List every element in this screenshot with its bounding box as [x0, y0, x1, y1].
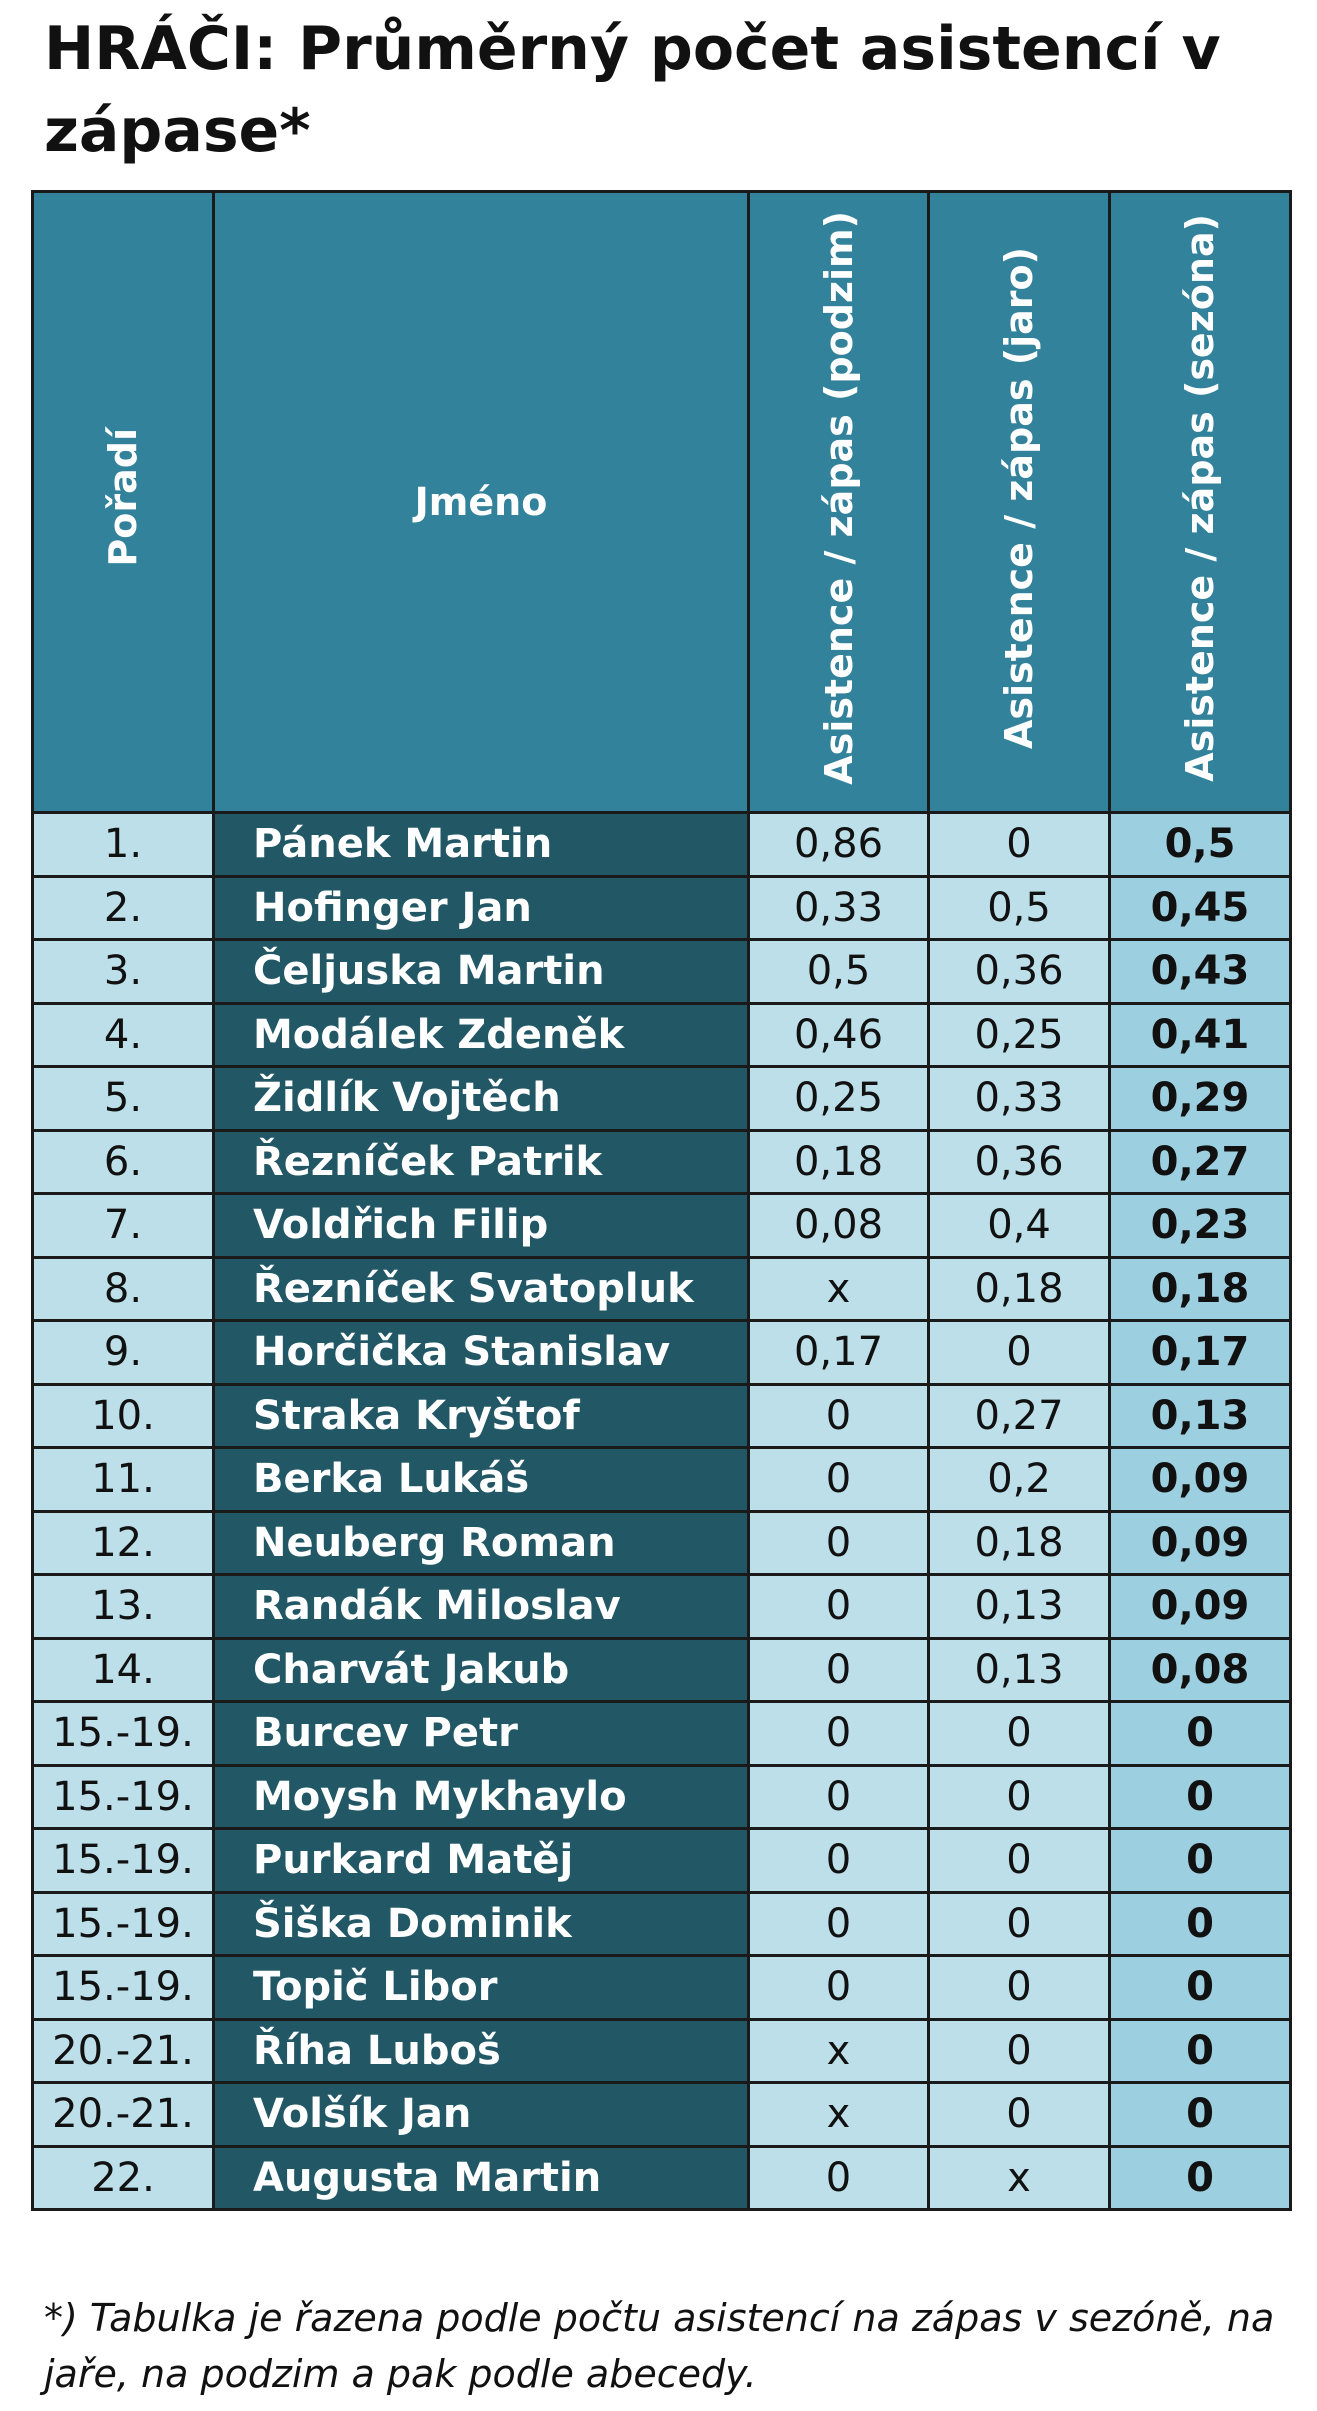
autumn-value-cell: 0 [749, 1511, 929, 1575]
table-row [33, 1702, 1291, 1766]
player-name-cell: Augusta Martin [214, 2146, 749, 2210]
column-header-spring [929, 192, 1110, 813]
season-value-cell: 0 [1110, 1829, 1291, 1893]
spring-value-cell: 0,25 [929, 1003, 1110, 1067]
rank-cell: 20.-21. [33, 2019, 214, 2083]
rank-cell: 9. [33, 1321, 214, 1385]
autumn-value-cell: 0 [749, 1448, 929, 1512]
table-row [33, 2146, 1291, 2210]
autumn-value-cell: x [749, 2019, 929, 2083]
player-name-cell: Modálek Zdeněk [214, 1003, 749, 1067]
autumn-value-cell: 0 [749, 1702, 929, 1766]
page-title: HRÁČI: Průměrný počet asistencí v zápase* [44, 14, 1221, 166]
season-value-cell: 0,13 [1110, 1384, 1291, 1448]
table-row [33, 1765, 1291, 1829]
rank-cell: 20.-21. [33, 2083, 214, 2147]
season-value-cell: 0,09 [1110, 1448, 1291, 1512]
column-header-autumn [749, 192, 929, 813]
season-value-cell: 0 [1110, 1892, 1291, 1956]
column-header-autumn-label: Asistence / zápas (podzim) [816, 210, 861, 785]
column-header-rank [33, 192, 214, 813]
player-name-cell: Volšík Jan [214, 2083, 749, 2147]
rank-cell: 12. [33, 1511, 214, 1575]
table-row [33, 1892, 1291, 1956]
player-name-cell: Hofinger Jan [214, 876, 749, 940]
column-header-season [1110, 192, 1291, 813]
assists-table [31, 190, 1292, 2211]
autumn-value-cell: 0 [749, 1892, 929, 1956]
player-name-cell: Řezníček Patrik [214, 1130, 749, 1194]
autumn-value-cell: 0 [749, 2146, 929, 2210]
table-row [33, 1321, 1291, 1385]
spring-value-cell: 0 [929, 1956, 1110, 2020]
player-name-cell: Voldřich Filip [214, 1194, 749, 1258]
rank-cell: 22. [33, 2146, 214, 2210]
rank-cell: 10. [33, 1384, 214, 1448]
table-row [33, 1067, 1291, 1131]
season-value-cell: 0 [1110, 1765, 1291, 1829]
rank-cell: 3. [33, 940, 214, 1004]
season-value-cell: 0,17 [1110, 1321, 1291, 1385]
table-row [33, 813, 1291, 877]
column-header-name-label: Jméno [414, 480, 548, 524]
table-row [33, 1638, 1291, 1702]
spring-value-cell: 0,13 [929, 1575, 1110, 1639]
autumn-value-cell: 0 [749, 1575, 929, 1639]
column-header-name [214, 192, 749, 813]
autumn-value-cell: 0,46 [749, 1003, 929, 1067]
autumn-value-cell: 0,25 [749, 1067, 929, 1131]
rank-cell: 15.-19. [33, 1765, 214, 1829]
rank-cell: 1. [33, 813, 214, 877]
spring-value-cell: 0 [929, 2083, 1110, 2147]
table-row [33, 940, 1291, 1004]
season-value-cell: 0,09 [1110, 1511, 1291, 1575]
autumn-value-cell: 0,5 [749, 940, 929, 1004]
table-body [33, 813, 1291, 2210]
autumn-value-cell: x [749, 2083, 929, 2147]
autumn-value-cell: x [749, 1257, 929, 1321]
season-value-cell: 0,45 [1110, 876, 1291, 940]
rank-cell: 14. [33, 1638, 214, 1702]
spring-value-cell: 0,18 [929, 1257, 1110, 1321]
season-value-cell: 0,43 [1110, 940, 1291, 1004]
table-row [33, 1130, 1291, 1194]
season-value-cell: 0,27 [1110, 1130, 1291, 1194]
rank-cell: 15.-19. [33, 1892, 214, 1956]
autumn-value-cell: 0,18 [749, 1130, 929, 1194]
table-row [33, 1257, 1291, 1321]
spring-value-cell: 0,33 [929, 1067, 1110, 1131]
spring-value-cell: 0,5 [929, 876, 1110, 940]
table-row [33, 1448, 1291, 1512]
autumn-value-cell: 0 [749, 1384, 929, 1448]
player-name-cell: Řezníček Svatopluk [214, 1257, 749, 1321]
season-value-cell: 0 [1110, 2146, 1291, 2210]
season-value-cell: 0,08 [1110, 1638, 1291, 1702]
player-name-cell: Říha Luboš [214, 2019, 749, 2083]
column-header-spring-label: Asistence / zápas (jaro) [997, 246, 1041, 749]
spring-value-cell: 0,36 [929, 1130, 1110, 1194]
player-name-cell: Charvát Jakub [214, 1638, 749, 1702]
table-row [33, 1829, 1291, 1893]
autumn-value-cell: 0,17 [749, 1321, 929, 1385]
player-name-cell: Čeljuska Martin [214, 940, 749, 1004]
season-value-cell: 0,18 [1110, 1257, 1291, 1321]
player-name-cell: Židlík Vojtěch [214, 1067, 749, 1131]
player-name-cell: Purkard Matěj [214, 1829, 749, 1893]
spring-value-cell: 0,27 [929, 1384, 1110, 1448]
rank-cell: 13. [33, 1575, 214, 1639]
rank-cell: 7. [33, 1194, 214, 1258]
spring-value-cell: 0,2 [929, 1448, 1110, 1512]
footnote: *) Tabulka je řazena podle počtu asistencí na zápas v sezóně, na jaře, na podzim a pak podle abecedy. [44, 2296, 1275, 2396]
column-header-season-label: Asistence / zápas (sezóna) [1178, 213, 1222, 782]
player-name-cell: Pánek Martin [214, 813, 749, 877]
spring-value-cell: 0 [929, 2019, 1110, 2083]
table-row [33, 1003, 1291, 1067]
player-name-cell: Topič Libor [214, 1956, 749, 2020]
player-name-cell: Berka Lukáš [214, 1448, 749, 1512]
rank-cell: 15.-19. [33, 1829, 214, 1893]
season-value-cell: 0,5 [1110, 813, 1291, 877]
rank-cell: 2. [33, 876, 214, 940]
rank-cell: 4. [33, 1003, 214, 1067]
table-row [33, 1384, 1291, 1448]
autumn-value-cell: 0 [749, 1956, 929, 2020]
spring-value-cell: 0 [929, 1892, 1110, 1956]
table-row [33, 1956, 1291, 2020]
spring-value-cell: 0 [929, 813, 1110, 877]
rank-cell: 15.-19. [33, 1956, 214, 2020]
player-name-cell: Straka Kryštof [214, 1384, 749, 1448]
player-name-cell: Moysh Mykhaylo [214, 1765, 749, 1829]
spring-value-cell: x [929, 2146, 1110, 2210]
spring-value-cell: 0,4 [929, 1194, 1110, 1258]
spring-value-cell: 0,13 [929, 1638, 1110, 1702]
player-name-cell: Burcev Petr [214, 1702, 749, 1766]
spring-value-cell: 0 [929, 1829, 1110, 1893]
season-value-cell: 0 [1110, 2083, 1291, 2147]
spring-value-cell: 0,18 [929, 1511, 1110, 1575]
column-header-rank-label: Pořadí [101, 428, 145, 567]
season-value-cell: 0,23 [1110, 1194, 1291, 1258]
spring-value-cell: 0 [929, 1321, 1110, 1385]
table-row [33, 2083, 1291, 2147]
autumn-value-cell: 0 [749, 1765, 929, 1829]
rank-cell: 11. [33, 1448, 214, 1512]
season-value-cell: 0 [1110, 1956, 1291, 2020]
table-row [33, 876, 1291, 940]
header-row [33, 192, 1291, 813]
rank-cell: 8. [33, 1257, 214, 1321]
table-row [33, 1575, 1291, 1639]
season-value-cell: 0,29 [1110, 1067, 1291, 1131]
spring-value-cell: 0 [929, 1702, 1110, 1766]
autumn-value-cell: 0,08 [749, 1194, 929, 1258]
season-value-cell: 0,41 [1110, 1003, 1291, 1067]
player-name-cell: Randák Miloslav [214, 1575, 749, 1639]
table-row [33, 1194, 1291, 1258]
player-name-cell: Neuberg Roman [214, 1511, 749, 1575]
season-value-cell: 0 [1110, 1702, 1291, 1766]
rank-cell: 6. [33, 1130, 214, 1194]
season-value-cell: 0 [1110, 2019, 1291, 2083]
season-value-cell: 0,09 [1110, 1575, 1291, 1639]
autumn-value-cell: 0 [749, 1638, 929, 1702]
table-row [33, 2019, 1291, 2083]
player-name-cell: Šiška Dominik [214, 1892, 749, 1956]
autumn-value-cell: 0 [749, 1829, 929, 1893]
autumn-value-cell: 0,86 [749, 813, 929, 877]
autumn-value-cell: 0,33 [749, 876, 929, 940]
spring-value-cell: 0,36 [929, 940, 1110, 1004]
rank-cell: 15.-19. [33, 1702, 214, 1766]
table-row [33, 1511, 1291, 1575]
spring-value-cell: 0 [929, 1765, 1110, 1829]
rank-cell: 5. [33, 1067, 214, 1131]
player-name-cell: Horčička Stanislav [214, 1321, 749, 1385]
